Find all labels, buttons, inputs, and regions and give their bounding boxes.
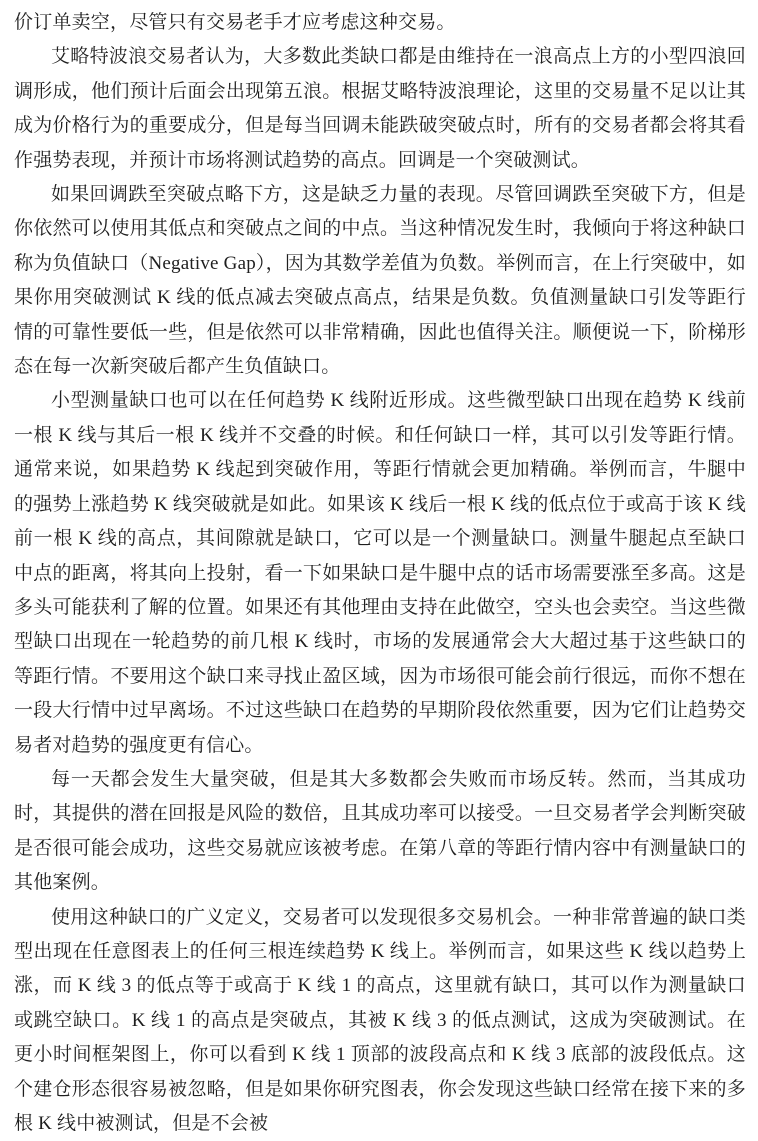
paragraph: 如果回调跌至突破点略下方，这是缺乏力量的表现。尽管回调跌至突破下方，但是你依然可以使用其低点和突破点之间的中点。当这种情况发生时，我倾向于将这种缺口称为负值缺口（Negative Gap），因为其数学差值为负数。举例而言，在上行突破中，如果你用突破测试 K 线的低点减去突破点高点，结果是负数。负值测量缺口引发等距行情的可靠性要低一些，但是依然可以非常精确，因此也值得关注。顺便说一下，阶梯形态在每一次新突破后都产生负值缺口。: [14, 184, 746, 378]
paragraph: 每一天都会发生大量突破，但是其大多数都会失败而市场反转。然而，当其成功时，其提供的潜在回报是风险的数倍，且其成功率可以接受。一旦交易者学会判断突破是否很可能会成功，这些交易就应该被考虑。在第八章的等距行情内容中有测量缺口的其他案例。: [14, 768, 746, 894]
paragraph: 使用这种缺口的广义定义，交易者可以发现很多交易机会。一种非常普遍的缺口类型出现在任意图表上的任何三根连续趋势 K 线上。举例而言，如果这些 K 线以趋势上涨，而 K 线 3 的低点等于或高于 K 线 1 的高点，这里就有缺口，其可以作为测量缺口或跳空缺口。K 线 1 的高点是突破点，其被 K 线 3 的低点测试，这成为突破测试。在更小时间框架图上，你可以看到 K 线 1 顶部的波段高点和 K 线 3 底部的波段低点。这个建仓形态很容易被忽略，但是如果你研究图表，你会发现这些缺口经常在接下来的多根 K 线中被测试，但是不会被: [14, 906, 746, 1134]
paragraph: 小型测量缺口也可以在任何趋势 K 线附近形成。这些微型缺口出现在趋势 K 线前一根 K 线与其后一根 K 线并不交叠的时候。和任何缺口一样，其可以引发等距行情。通常来说，如果趋势 K 线起到突破作用，等距行情就会更加精确。举例而言，牛腿中的强势上涨趋势 K 线突破就是如此。如果该 K 线后一根 K 线的低点位于或高于该 K 线前一根 K 线的高点，其间隙就是缺口，它可以是一个测量缺口。测量牛腿起点至缺口中点的距离，将其向上投射，看一下如果缺口是牛腿中点的话市场需要涨至多高。这是多头可能获利了解的位置。如果还有其他理由支持在此做空，空头也会卖空。当这些微型缺口出现在一轮趋势的前几根 K 线时，市场的发展通常会大大超过基于这些缺口的等距行情。不要用这个缺口来寻找止盈区域，因为市场很可能会前行很远，而你不想在一段大行情中过早离场。不过这些缺口在趋势的早期阶段依然重要，因为它们让趋势交易者对趋势的强度更有信心。: [14, 390, 746, 756]
paragraph-continuation: 价订单卖空，尽管只有交易老手才应考虑这种交易。: [14, 12, 456, 33]
paragraph: 艾略特波浪交易者认为，大多数此类缺口都是由维持在一浪高点上方的小型四浪回调形成，他们预计后面会出现第五浪。根据艾略特波浪理论，这里的交易量不足以让其成为价格行为的重要成分，但是每当回调未能跌破突破点时，所有的交易者都会将其看作强势表现，并预计市场将测试趋势的高点。回调是一个突破测试。: [14, 46, 746, 171]
